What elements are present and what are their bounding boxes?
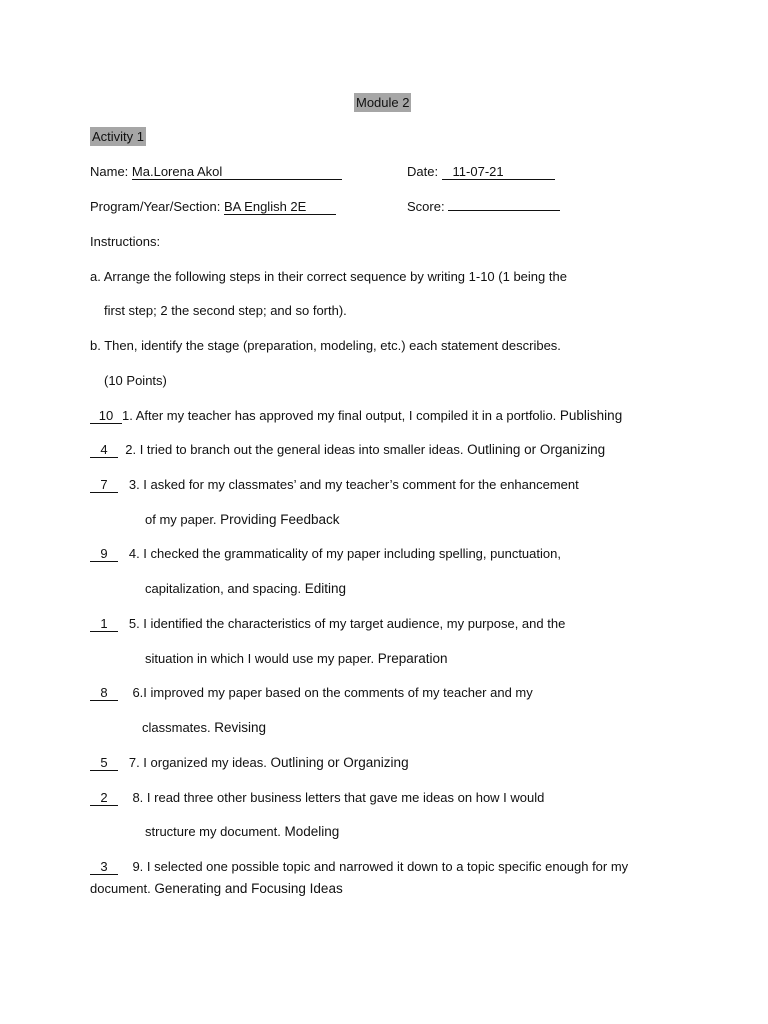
- answer-blank: 4: [90, 443, 118, 458]
- item-text: 9. I selected one possible topic and narrowed it down to a topic specific enough for my: [132, 859, 629, 874]
- stage-answer: Providing Feedback: [220, 512, 340, 527]
- list-item: [90, 615, 565, 633]
- list-item: [90, 407, 622, 425]
- list-item: [90, 789, 544, 807]
- date-label: Date:: [407, 164, 439, 179]
- list-item-continuation: [90, 880, 343, 898]
- item-text: 3. I asked for my classmates’ and my teacher’s comment for the enhancement: [128, 477, 579, 492]
- item-text: 2. I tried to branch out the general ideas into smaller ideas.: [125, 442, 464, 457]
- list-item-continuation: [145, 580, 346, 598]
- list-item: [90, 545, 561, 563]
- instruction-a-line1: a. Arrange the following steps in their correct sequence by writing 1-10 (1 being the: [90, 269, 567, 284]
- name-label: Name:: [90, 164, 129, 179]
- module-title: Module 2: [356, 95, 410, 110]
- answer-blank: 3: [90, 860, 118, 875]
- list-item: [90, 684, 533, 702]
- item-text: 7. I organized my ideas.: [128, 755, 267, 770]
- stage-answer: Generating and Focusing Ideas: [154, 881, 343, 896]
- stage-answer: Outlining or Organizing: [270, 755, 409, 770]
- item-text: capitalization, and spacing.: [145, 581, 302, 596]
- date-field: 11-07-21: [442, 165, 555, 180]
- name-row: [90, 163, 342, 181]
- score-label: Score:: [407, 199, 445, 214]
- answer-blank: 2: [90, 791, 118, 806]
- list-item: [90, 754, 409, 772]
- answer-blank: 10: [90, 409, 122, 424]
- stage-answer: Publishing: [559, 408, 623, 423]
- answer-blank: 8: [90, 686, 118, 701]
- stage-answer: Editing: [304, 581, 347, 596]
- item-text: 1. After my teacher has approved my final output, I compiled it in a portfolio.: [122, 408, 557, 423]
- answer-blank: 7: [90, 478, 118, 493]
- program-field: BA English 2E: [224, 200, 336, 215]
- list-item-continuation: [145, 650, 448, 668]
- list-item-continuation: [145, 823, 339, 841]
- item-text: situation in which I would use my paper.: [145, 651, 375, 666]
- item-text: document.: [90, 881, 151, 896]
- activity-title: Activity 1: [92, 129, 145, 144]
- item-text: of my paper.: [145, 512, 217, 527]
- program-row: [90, 198, 336, 216]
- list-item-continuation: [145, 511, 340, 529]
- name-field: Ma.Lorena Akol: [132, 165, 342, 180]
- date-row: [407, 163, 555, 181]
- list-item: [90, 858, 628, 876]
- stage-answer: Modeling: [284, 824, 340, 839]
- stage-answer: Outlining or Organizing: [467, 442, 606, 457]
- instruction-b-line2: (10 Points): [104, 373, 167, 388]
- item-text: 8. I read three other business letters that gave me ideas on how I would: [132, 790, 545, 805]
- stage-answer: Revising: [214, 720, 267, 735]
- item-text: 4. I checked the grammaticality of my paper including spelling, punctuation,: [128, 546, 561, 561]
- instruction-b-line1: b. Then, identify the stage (preparation, modeling, etc.) each statement describes.: [90, 338, 561, 353]
- score-field: [448, 210, 560, 211]
- item-text: 5. I identified the characteristics of my target audience, my purpose, and the: [128, 616, 566, 631]
- answer-blank: 1: [90, 617, 118, 632]
- instructions-title: Instructions:: [90, 234, 161, 249]
- list-item: [90, 476, 579, 494]
- item-text: 6.I improved my paper based on the comments of my teacher and my: [132, 685, 533, 700]
- stage-answer: Preparation: [377, 651, 448, 666]
- answer-blank: 5: [90, 756, 118, 771]
- instruction-a-line2: first step; 2 the second step; and so forth).: [104, 303, 347, 318]
- item-text: structure my document.: [145, 824, 281, 839]
- list-item: [90, 441, 605, 459]
- score-row: [407, 198, 560, 216]
- answer-blank: 9: [90, 547, 118, 562]
- item-text: classmates.: [142, 720, 211, 735]
- program-label: Program/Year/Section:: [90, 199, 221, 214]
- list-item-continuation: [142, 719, 266, 737]
